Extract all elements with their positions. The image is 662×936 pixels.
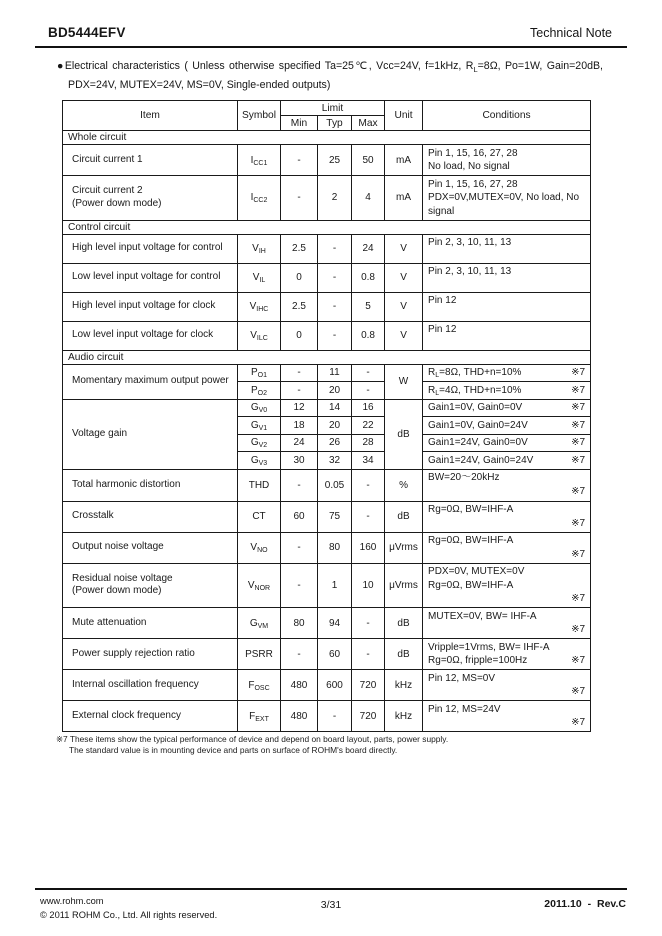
conditions-cell: $R_L=8\Omega$, THD+n=10% ※7 <box>423 364 591 382</box>
min-cell: 0 <box>281 321 318 350</box>
unit-cell: dB <box>385 501 423 532</box>
col-header-max: Max <box>352 116 385 131</box>
footnote-ref: ※7 <box>571 419 586 431</box>
unit-cell: dB <box>385 639 423 670</box>
typ-cell: - <box>318 263 352 292</box>
col-header-symbol: Symbol <box>238 101 281 131</box>
electrical-characteristics-intro: ●Electrical characteristics ( Unless otherwise specified Ta=25℃, Vcc=24V, f=1kHz, $R_L=8\Omega$, Po=1W, Gain=20dB, PDX=24V, MUTEX=24V, MS=0V, Single-ended outputs) <box>57 60 603 91</box>
footnote-ref: ※7 <box>571 454 586 466</box>
conditions-cell: Rg=0Ω, BW=IHF-A ※7 <box>423 532 591 563</box>
unit-cell: V <box>385 263 423 292</box>
unit-cell: mA <box>385 145 423 176</box>
item-cell: High level input voltage for control <box>63 234 238 263</box>
table-row-vihc <box>63 292 591 321</box>
item-cell: Circuit current 1 <box>63 145 238 176</box>
unit-cell: mA <box>385 176 423 221</box>
bullet-icon: ● <box>57 60 65 72</box>
conditions-cell: $R_L=4\Omega$, THD+n=10% ※7 <box>423 382 591 400</box>
typ-cell: 80 <box>318 532 352 563</box>
typ-cell: 11 <box>318 364 352 382</box>
symbol-cell: PSRR <box>238 639 281 670</box>
footnote-ref: ※7 <box>571 548 586 560</box>
item-cell: External clock frequency <box>63 701 238 732</box>
unit-cell: % <box>385 469 423 501</box>
symbol-cell: $G_{V3}$ <box>238 452 281 470</box>
max-cell: - <box>352 364 385 382</box>
symbol-cell: $G_{V1}$ <box>238 417 281 435</box>
symbol-cell: $P_{O2}$ <box>238 382 281 400</box>
min-cell: - <box>281 563 318 608</box>
table-row-gv0 <box>63 399 591 417</box>
conditions-cell: PDX=0V, MUTEX=0V Rg=0Ω, BW=IHF-A ※7 <box>423 563 591 608</box>
typ-cell: - <box>318 292 352 321</box>
symbol-cell: $V_{NO}$ <box>238 532 281 563</box>
min-cell: - <box>281 145 318 176</box>
conditions-cell: Gain1=0V, Gain0=0V ※7 <box>423 399 591 417</box>
symbol-cell: $G_{VM}$ <box>238 608 281 639</box>
table-row-vih <box>63 234 591 263</box>
col-header-item: Item <box>63 101 238 131</box>
typ-cell: 1 <box>318 563 352 608</box>
col-header-min: Min <box>281 116 318 131</box>
item-cell: Low level input voltage for control <box>63 263 238 292</box>
typ-cell: 600 <box>318 670 352 701</box>
unit-cell: V <box>385 321 423 350</box>
col-header-limit: Limit <box>281 101 385 116</box>
table-row-circuit-current-1 <box>63 145 591 176</box>
typ-cell: 0.05 <box>318 469 352 501</box>
table-row-gvm <box>63 608 591 639</box>
min-cell: 480 <box>281 701 318 732</box>
typ-cell: 75 <box>318 501 352 532</box>
conditions-cell: MUTEX=0V, BW= IHF-A ※7 <box>423 608 591 639</box>
symbol-cell: $I_{CC2}$ <box>238 176 281 221</box>
section-label: Whole circuit <box>63 131 591 145</box>
unit-cell: dB <box>385 399 423 469</box>
item-cell: Total harmonic distortion <box>63 469 238 501</box>
footnote-ref: ※7 <box>571 686 586 698</box>
conditions-cell: Pin 12, MS=24V ※7 <box>423 701 591 732</box>
max-cell: 0.8 <box>352 263 385 292</box>
footnote-ref: ※7 <box>571 367 586 379</box>
item-cell: Residual noise voltage (Power down mode) <box>63 563 238 608</box>
max-cell: 720 <box>352 701 385 732</box>
unit-cell: W <box>385 364 423 399</box>
unit-cell: dB <box>385 608 423 639</box>
typ-cell: - <box>318 234 352 263</box>
table-row-vil <box>63 263 591 292</box>
min-cell: 12 <box>281 399 318 417</box>
typ-cell: - <box>318 321 352 350</box>
table-row-crosstalk <box>63 501 591 532</box>
col-header-unit: Unit <box>385 101 423 131</box>
footnote-ref: ※7 <box>571 717 586 729</box>
footnote-ref: ※7 <box>571 655 586 667</box>
max-cell: 4 <box>352 176 385 221</box>
conditions-cell: Gain1=0V, Gain0=24V ※7 <box>423 417 591 435</box>
footnote-ref: ※7 <box>571 593 586 605</box>
section-row-control-circuit <box>63 220 591 234</box>
footnote-ref: ※7 <box>571 624 586 636</box>
conditions-cell: Pin 12 <box>423 292 591 321</box>
page-header <box>35 0 627 48</box>
item-cell: Circuit current 2 (Power down mode) <box>63 176 238 221</box>
footnote-ref: ※7 <box>571 384 586 396</box>
min-cell: 60 <box>281 501 318 532</box>
min-cell: - <box>281 176 318 221</box>
max-cell: 16 <box>352 399 385 417</box>
min-cell: 2.5 <box>281 292 318 321</box>
footnote-ref: ※7 <box>571 402 586 414</box>
electrical-characteristics-table <box>62 100 591 732</box>
table-row-po1 <box>63 364 591 382</box>
table-header-row <box>63 101 591 116</box>
max-cell: 160 <box>352 532 385 563</box>
conditions-cell: Pin 2, 3, 10, 11, 13 <box>423 263 591 292</box>
symbol-cell: $V_{ILC}$ <box>238 321 281 350</box>
symbol-cell: THD <box>238 469 281 501</box>
col-header-typ: Typ <box>318 116 352 131</box>
unit-cell: V <box>385 292 423 321</box>
conditions-cell: Pin 12, MS=0V ※7 <box>423 670 591 701</box>
conditions-cell: Pin 1, 15, 16, 27, 28 PDX=0V,MUTEX=0V, No load, No signal <box>423 176 591 221</box>
max-cell: 10 <box>352 563 385 608</box>
item-cell: Voltage gain <box>63 399 238 469</box>
max-cell: 24 <box>352 234 385 263</box>
item-cell: Internal oscillation frequency <box>63 670 238 701</box>
conditions-cell: Pin 12 <box>423 321 591 350</box>
min-cell: - <box>281 364 318 382</box>
max-cell: - <box>352 608 385 639</box>
typ-cell: 32 <box>318 452 352 470</box>
max-cell: 34 <box>352 452 385 470</box>
symbol-cell: $I_{CC1}$ <box>238 145 281 176</box>
min-cell: 480 <box>281 670 318 701</box>
min-cell: 0 <box>281 263 318 292</box>
table-row-fext <box>63 701 591 732</box>
footnote-ref: ※7 <box>571 437 586 449</box>
table-row-circuit-current-2 <box>63 176 591 221</box>
max-cell: - <box>352 382 385 400</box>
symbol-cell: $V_{IHC}$ <box>238 292 281 321</box>
table-footnote: ※7 These items show the typical performance of device and depend on board layout, parts, power supply. The standard value is in mounting device and parts on surface of ROHM's board directly. <box>56 734 449 755</box>
min-cell: 18 <box>281 417 318 435</box>
symbol-cell: $P_{O1}$ <box>238 364 281 382</box>
item-cell: Crosstalk <box>63 501 238 532</box>
item-cell: High level input voltage for clock <box>63 292 238 321</box>
section-row-whole-circuit <box>63 131 591 145</box>
table-row-fosc <box>63 670 591 701</box>
conditions-cell: Gain1=24V, Gain0=24V ※7 <box>423 452 591 470</box>
typ-cell: 20 <box>318 417 352 435</box>
symbol-cell: $V_{IL}$ <box>238 263 281 292</box>
unit-cell: kHz <box>385 670 423 701</box>
min-cell: 30 <box>281 452 318 470</box>
min-cell: 80 <box>281 608 318 639</box>
max-cell: 50 <box>352 145 385 176</box>
max-cell: 720 <box>352 670 385 701</box>
table-row-thd <box>63 469 591 501</box>
conditions-cell: Rg=0Ω, BW=IHF-A ※7 <box>423 501 591 532</box>
max-cell: 28 <box>352 434 385 452</box>
min-cell: 2.5 <box>281 234 318 263</box>
section-label: Audio circuit <box>63 350 591 364</box>
conditions-cell: Pin 2, 3, 10, 11, 13 <box>423 234 591 263</box>
min-cell: - <box>281 639 318 670</box>
conditions-cell: Gain1=24V, Gain0=0V ※7 <box>423 434 591 452</box>
symbol-cell: CT <box>238 501 281 532</box>
symbol-cell: $V_{NOR}$ <box>238 563 281 608</box>
footnote-ref: ※7 <box>571 517 586 529</box>
conditions-cell: Pin 1, 15, 16, 27, 28 No load, No signal <box>423 145 591 176</box>
table-row-vnor <box>63 563 591 608</box>
copyright-notice: © 2011 ROHM Co., Ltd. All rights reserved. <box>40 909 218 920</box>
min-cell: - <box>281 532 318 563</box>
table-row-psrr <box>63 639 591 670</box>
max-cell: - <box>352 639 385 670</box>
symbol-cell: $G_{V2}$ <box>238 434 281 452</box>
max-cell: 0.8 <box>352 321 385 350</box>
footnote-ref: ※7 <box>571 485 586 497</box>
typ-cell: 26 <box>318 434 352 452</box>
item-cell: Output noise voltage <box>63 532 238 563</box>
part-number: BD5444EFV <box>48 25 126 40</box>
symbol-cell: $F_{EXT}$ <box>238 701 281 732</box>
rohm-url: www.rohm.com <box>40 896 104 906</box>
symbol-cell: $G_{V0}$ <box>238 399 281 417</box>
conditions-cell: BW=20～20kHz ※7 <box>423 469 591 501</box>
typ-cell: 2 <box>318 176 352 221</box>
item-cell: Momentary maximum output power <box>63 364 238 399</box>
table-row-vilc <box>63 321 591 350</box>
conditions-cell: Vripple=1Vrms, BW= IHF-A Rg=0Ω, fripple=100Hz ※7 <box>423 639 591 670</box>
col-header-conditions: Conditions <box>423 101 591 131</box>
typ-cell: 94 <box>318 608 352 639</box>
page-number: 3/31 <box>320 899 342 911</box>
item-cell: Mute attenuation <box>63 608 238 639</box>
doc-type-label: Technical Note <box>530 26 612 40</box>
unit-cell: kHz <box>385 701 423 732</box>
symbol-cell: $F_{OSC}$ <box>238 670 281 701</box>
min-cell: - <box>281 469 318 501</box>
typ-cell: 14 <box>318 399 352 417</box>
table-row-vno <box>63 532 591 563</box>
unit-cell: μVrms <box>385 563 423 608</box>
item-cell: Power supply rejection ratio <box>63 639 238 670</box>
revision-label: 2011.10 - Rev.C <box>544 898 626 910</box>
symbol-cell: $V_{IH}$ <box>238 234 281 263</box>
typ-cell: 25 <box>318 145 352 176</box>
min-cell: - <box>281 382 318 400</box>
min-cell: 24 <box>281 434 318 452</box>
max-cell: 5 <box>352 292 385 321</box>
page-footer <box>35 888 627 922</box>
section-row-audio-circuit <box>63 350 591 364</box>
unit-cell: V <box>385 234 423 263</box>
section-label: Control circuit <box>63 220 591 234</box>
max-cell: - <box>352 469 385 501</box>
typ-cell: 20 <box>318 382 352 400</box>
max-cell: 22 <box>352 417 385 435</box>
typ-cell: - <box>318 701 352 732</box>
typ-cell: 60 <box>318 639 352 670</box>
max-cell: - <box>352 501 385 532</box>
unit-cell: μVrms <box>385 532 423 563</box>
item-cell: Low level input voltage for clock <box>63 321 238 350</box>
